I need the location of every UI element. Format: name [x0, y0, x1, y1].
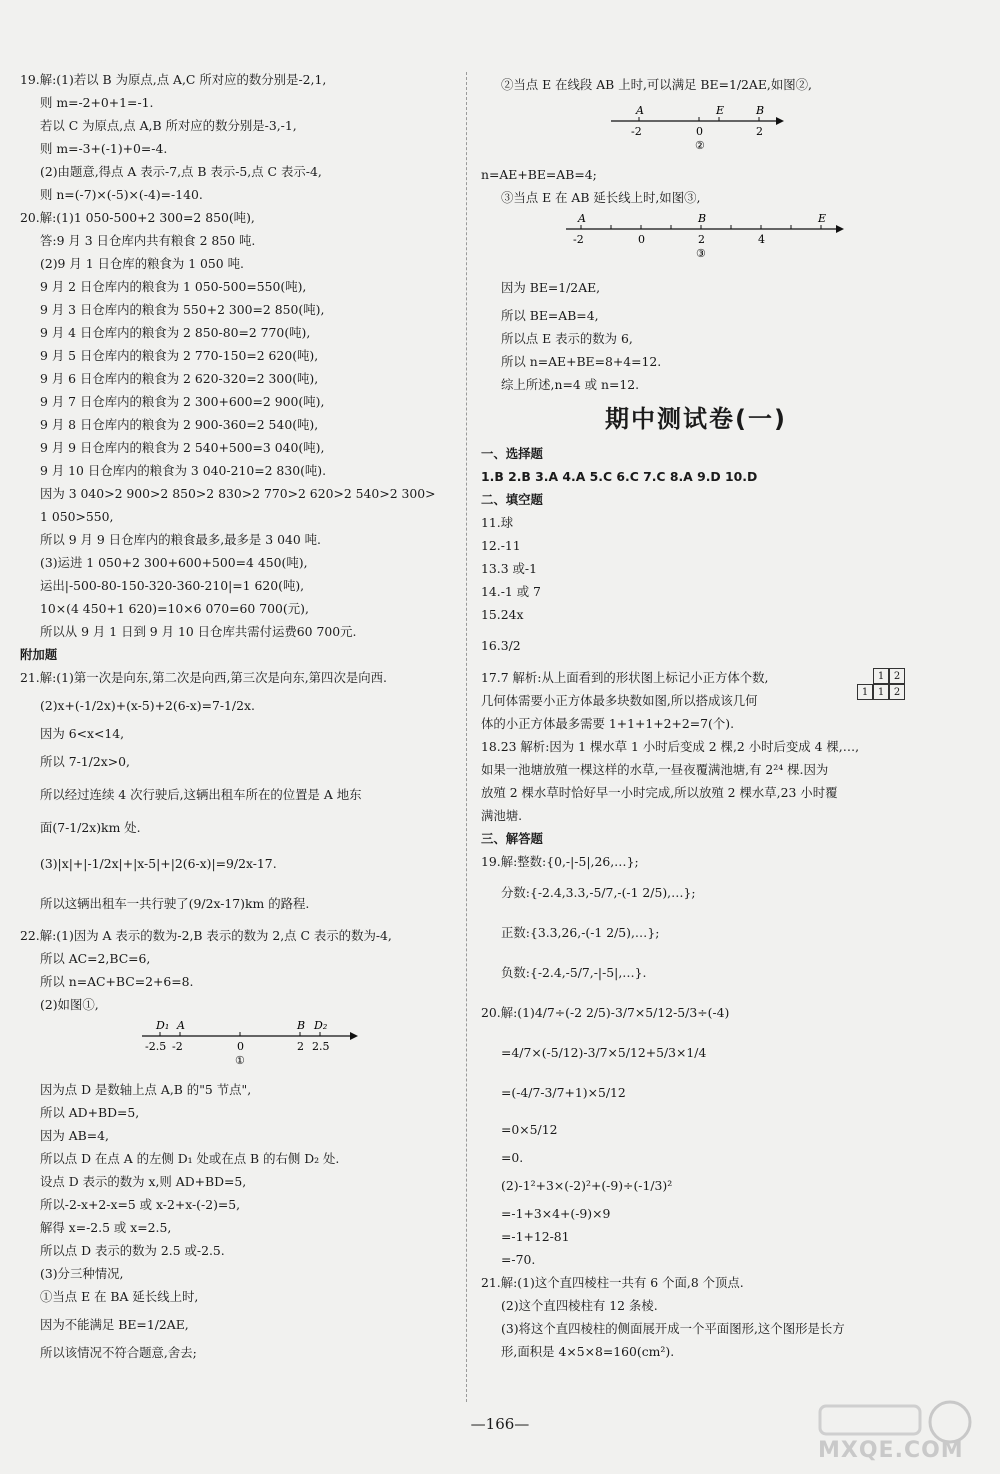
fig1-label: B [297, 1019, 306, 1032]
grid-cell: 2 [889, 684, 905, 700]
fig3-label: A [578, 212, 586, 225]
answer-line: 因为 3 040>2 900>2 850>2 830>2 770>2 620>2 540>2 300> [40, 486, 436, 501]
answer-line: =-1+3×4+(-9)×9 [501, 1206, 611, 1221]
section-heading: 二、填空题 [481, 492, 543, 507]
answer-line: 若以 C 为原点,点 A,B 所对应的数分别是-3,-1, [40, 118, 297, 133]
fig3-caption: ③ [696, 247, 706, 260]
answer-line: 所以 AD+BD=5, [40, 1105, 140, 1120]
answer-line: 所以 n=AC+BC=2+6=8. [40, 974, 194, 989]
fig2-label: A [636, 104, 644, 117]
answer-line: 所以 9 月 9 日仓库内的粮食最多,最多是 3 040 吨. [40, 532, 321, 547]
answer-line: 所以 n=AE+BE=8+4=12. [501, 354, 662, 369]
answer-line: 则 n=(-7)×(-5)×(-4)=-140. [40, 187, 203, 202]
answer-line: (2)x+(-1/2x)+(x-5)+2(6-x)=7-1/2x. [40, 698, 255, 713]
number-line-figure-2 [481, 101, 911, 163]
fig1-tick: 2.5 [312, 1040, 330, 1053]
left-column [20, 68, 452, 1364]
answer-line: =0×5/12 [501, 1122, 558, 1137]
answer-line: =-70. [501, 1252, 536, 1267]
answer-line: 因为 6<x<14, [40, 726, 125, 741]
answer-line: 10×(4 450+1 620)=10×6 070=60 700(元), [40, 601, 309, 616]
fill-answer: 16.3/2 [481, 638, 521, 653]
answer-line: 9 月 4 日仓库内的粮食为 2 850-80=2 770(吨), [40, 325, 311, 340]
answer-line: 面(7-1/2x)km 处. [40, 820, 141, 835]
fig1-label: D₁ [156, 1019, 170, 1032]
answer-line: 设点 D 表示的数为 x,则 AD+BD=5, [40, 1174, 247, 1189]
answer-line: 所以该情况不符合题意,舍去; [40, 1345, 197, 1360]
answer-line: ③当点 E 在 AB 延长线上时,如图③, [501, 190, 701, 205]
page-number: —166— [470, 1415, 530, 1433]
fill-answer: 14.-1 或 7 [481, 584, 541, 599]
answer-line: 所以点 D 在点 A 的左侧 D₁ 处或在点 B 的右侧 D₂ 处. [40, 1151, 340, 1166]
fig3-tick: 0 [638, 233, 645, 246]
fill-answer: 15.24x [481, 607, 524, 622]
answer-line: 所以 AC=2,BC=6, [40, 951, 151, 966]
fig3-tick: 4 [758, 233, 765, 246]
answer-line: 20.解:(1)4/7÷(-2 2/5)-3/7×5/12-5/3÷(-4) [481, 1005, 730, 1020]
answer-line: 1 050>550, [40, 509, 114, 524]
answer-line: 所以 BE=AB=4, [501, 308, 599, 323]
answer-line: 9 月 8 日仓库内的粮食为 2 900-360=2 540(吨), [40, 417, 319, 432]
answer-line: 9 月 7 日仓库内的粮食为 2 300+600=2 900(吨), [40, 394, 325, 409]
answer-line: (3)运进 1 050+2 300+600+500=4 450(吨), [40, 555, 308, 570]
answer-line: ①当点 E 在 BA 延长线上时, [40, 1289, 199, 1304]
answer-line: 几何体需要小正方体最多块数如图,所以搭成该几何 [481, 693, 758, 708]
fig2-caption: ② [695, 139, 705, 152]
answer-line: 20.解:(1)1 050-500+2 300=2 850(吨), [20, 210, 255, 225]
answer-line: 9 月 5 日仓库内的粮食为 2 770-150=2 620(吨), [40, 348, 319, 363]
grid-cell: 1 [873, 668, 889, 684]
grid-cell: 2 [889, 668, 905, 684]
fig1-label: D₂ [314, 1019, 328, 1032]
appendix-title: 附加题 [20, 647, 58, 662]
q17-grid [857, 668, 905, 700]
answer-line: 17.7 解析:从上面看到的形状图上标记小正方体个数, [481, 670, 769, 685]
answer-line: 正数:{3.3,26,-(-1 2/5),…}; [501, 925, 660, 940]
answer-line: (3)将这个直四棱柱的侧面展开成一个平面图形,这个图形是长方 [501, 1321, 845, 1336]
answer-line: 如果一池塘放殖一棵这样的水草,一昼夜覆满池塘,有 2²⁴ 棵.因为 [481, 762, 829, 777]
section-heading: 三、解答题 [481, 831, 543, 846]
answer-line: 分数:{-2.4,3.3,-5/7,-(-1 2/5),…}; [501, 885, 696, 900]
right-column [481, 68, 911, 1363]
answer-line: 体的小正方体最多需要 1+1+1+2+2=7(个). [481, 716, 735, 731]
watermark-text: MXQE.COM [818, 1438, 964, 1463]
grid-cell: 1 [857, 684, 873, 700]
fig1-tick: 0 [237, 1040, 244, 1053]
answer-line: 21.解:(1)第一次是向东,第二次是向西,第三次是向东,第四次是向西. [20, 670, 387, 685]
answer-line: 所以这辆出租车一共行驶了(9/2x-17)km 的路程. [40, 896, 310, 911]
answer-line: 所以-2-x+2-x=5 或 x-2+x-(-2)=5, [40, 1197, 241, 1212]
fig2-tick: 0 [696, 125, 703, 138]
answer-line: (3)分三种情况, [40, 1266, 124, 1281]
answer-line: 18.23 解析:因为 1 棵水草 1 小时后变成 2 棵,2 小时后变成 4 棵,…, [481, 739, 860, 754]
fig2-tick: -2 [631, 125, 642, 138]
answer-line: 则 m=-3+(-1)+0=-4. [40, 141, 168, 156]
answer-line: 所以 7-1/2x>0, [40, 754, 130, 769]
answer-line: 因为 AB=4, [40, 1128, 109, 1143]
answer-line: 19.解:整数:{0,-|-5|,26,…}; [481, 854, 639, 869]
fill-answer: 12.-11 [481, 538, 521, 553]
answer-line: n=AE+BE=AB=4; [481, 167, 597, 182]
answer-line: =-1+12-81 [501, 1229, 570, 1244]
answer-line: =0. [501, 1150, 524, 1165]
number-line-figure-3 [481, 209, 911, 271]
answer-line: 所以经过连续 4 次行驶后,这辆出租车所在的位置是 A 地东 [40, 787, 362, 802]
answer-line: 形,面积是 4×5×8=160(cm²). [501, 1344, 675, 1359]
answer-line: 则 m=-2+0+1=-1. [40, 95, 154, 110]
answer-line: 负数:{-2.4,-5/7,-|-5|,…}. [501, 965, 647, 980]
answer-line: 综上所述,n=4 或 n=12. [501, 377, 640, 392]
answer-line: 9 月 9 日仓库内的粮食为 2 540+500=3 040(吨), [40, 440, 325, 455]
answer-line: 9 月 3 日仓库内的粮食为 550+2 300=2 850(吨), [40, 302, 325, 317]
choice-answers: 1.B 2.B 3.A 4.A 5.C 6.C 7.C 8.A 9.D 10.D [481, 469, 758, 484]
fig1-tick: 2 [297, 1040, 304, 1053]
answer-line: 运出|-500-80-150-320-360-210|=1 620(吨), [40, 578, 305, 593]
answer-line: (2)9 月 1 日仓库的粮食为 1 050 吨. [40, 256, 244, 271]
fig3-label: E [818, 212, 827, 225]
answer-line: (3)|x|+|-1/2x|+|x-5|+|2(6-x)|=9/2x-17. [40, 856, 277, 871]
answer-line: 所以点 D 表示的数为 2.5 或-2.5. [40, 1243, 225, 1258]
q17-block [481, 666, 911, 735]
answer-line: 所以从 9 月 1 日到 9 月 10 日仓库共需付运费60 700元. [40, 624, 357, 639]
section-heading: 一、选择题 [481, 446, 543, 461]
answer-line: 9 月 6 日仓库内的粮食为 2 620-320=2 300(吨), [40, 371, 319, 386]
fig3-label: B [698, 212, 707, 225]
watermark-logo [800, 1400, 985, 1470]
answer-line: 9 月 10 日仓库内的粮食为 3 040-210=2 830(吨). [40, 463, 327, 478]
fig3-tick: 2 [698, 233, 705, 246]
answer-line: 满池塘. [481, 808, 523, 823]
answer-line: 所以点 E 表示的数为 6, [501, 331, 633, 346]
fig2-tick: 2 [756, 125, 763, 138]
fig1-tick: -2 [172, 1040, 183, 1053]
grid-cell: 1 [873, 684, 889, 700]
answer-line: 放殖 2 棵水草时恰好早一小时完成,所以放殖 2 棵水草,23 小时覆 [481, 785, 838, 800]
answer-line: 因为不能满足 BE=1/2AE, [40, 1317, 189, 1332]
answer-line: =4/7×(-5/12)-3/7×5/12+5/3×1/4 [501, 1045, 707, 1060]
answer-line: 9 月 2 日仓库内的粮食为 1 050-500=550(吨), [40, 279, 307, 294]
fig2-label: E [716, 104, 725, 117]
fig1-tick: -2.5 [145, 1040, 167, 1053]
answer-line: =(-4/7-3/7+1)×5/12 [501, 1085, 626, 1100]
answer-line: (2)由题意,得点 A 表示-7,点 B 表示-5,点 C 表示-4, [40, 164, 322, 179]
fill-answer: 13.3 或-1 [481, 561, 537, 576]
fig1-caption: ① [235, 1054, 245, 1067]
column-divider [466, 72, 467, 1402]
answer-line: 答:9 月 3 日仓库内共有粮食 2 850 吨. [40, 233, 256, 248]
answer-line: 因为 BE=1/2AE, [501, 280, 601, 295]
fig1-label: A [177, 1019, 185, 1032]
fig2-label: B [756, 104, 765, 117]
fill-answer: 11.球 [481, 515, 514, 530]
left-lines [20, 68, 452, 643]
answer-line: ②当点 E 在线段 AB 上时,可以满足 BE=1/2AE,如图②, [501, 77, 812, 92]
answer-line: 因为点 D 是数轴上点 A,B 的"5 节点", [40, 1082, 252, 1097]
answer-line: (2)如图①, [40, 997, 99, 1012]
answer-line: 21.解:(1)这个直四棱柱一共有 6 个面,8 个顶点. [481, 1275, 744, 1290]
answer-line: 22.解:(1)因为 A 表示的数为-2,B 表示的数为 2,点 C 表示的数为-4, [20, 928, 392, 943]
answer-line: 19.解:(1)若以 B 为原点,点 A,C 所对应的数分别是-2,1, [20, 72, 327, 87]
fig3-tick: -2 [573, 233, 584, 246]
answer-line: (2)这个直四棱柱有 12 条棱. [501, 1298, 658, 1313]
number-line-figure-1 [20, 1016, 452, 1078]
answer-line: 解得 x=-2.5 或 x=2.5, [40, 1220, 172, 1235]
answer-line: (2)-1²+3×(-2)²+(-9)÷(-1/3)² [501, 1178, 673, 1193]
exam-title: 期中测试卷(一) [605, 405, 787, 433]
